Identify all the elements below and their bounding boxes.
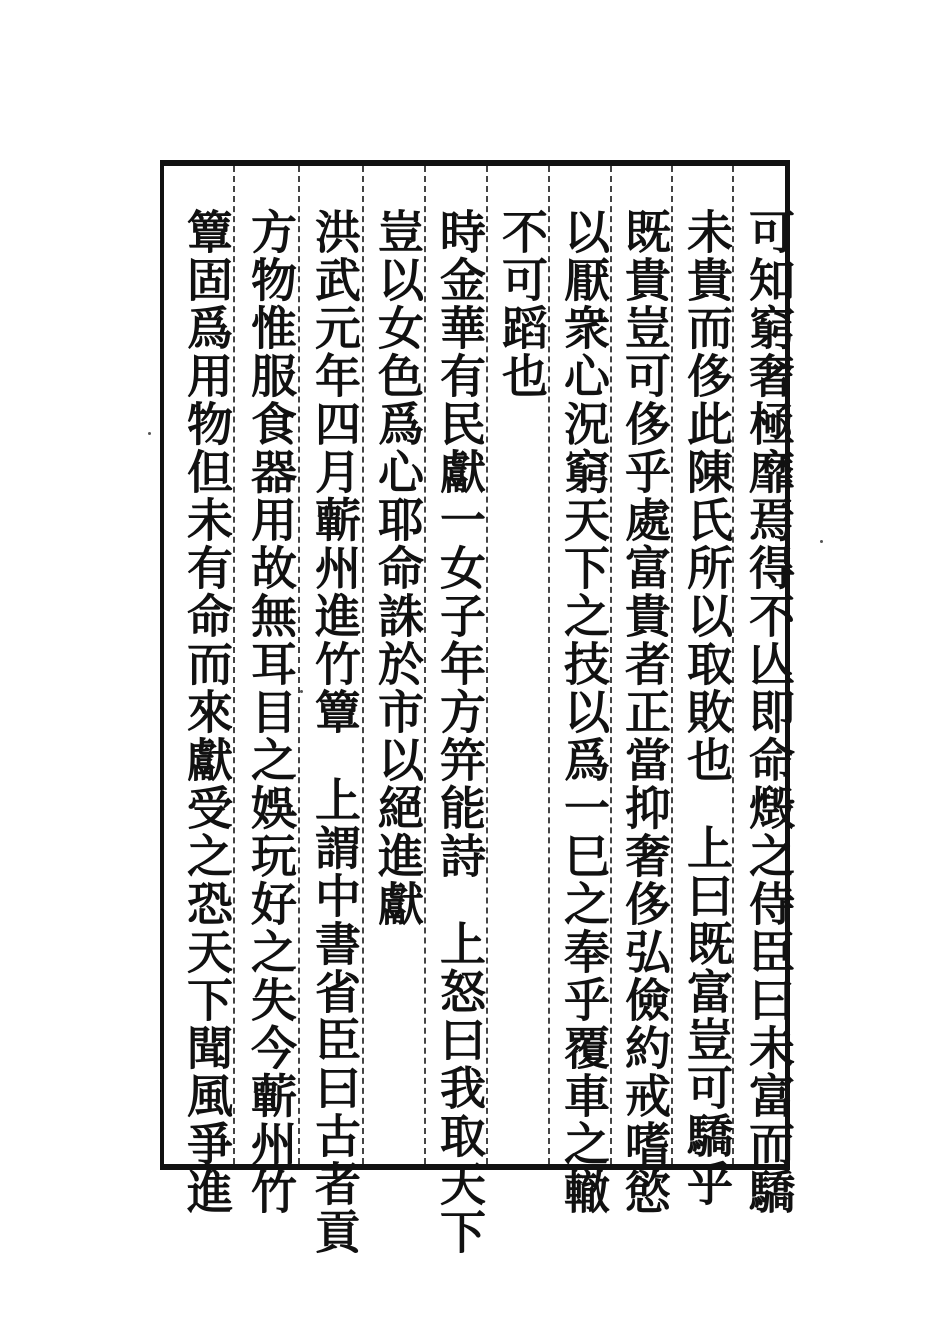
text-column: [491, 208, 553, 400]
column-text: 簟固爲用物但未有命而來獻受之恐天下聞風爭進: [180, 208, 234, 1216]
column-text: 既貴豈可侈乎處富貴者正當抑奢侈弘儉約戒嗜慾: [618, 208, 672, 1216]
text-column: [304, 208, 366, 1256]
text-column: [738, 208, 800, 1216]
text-column: [240, 208, 302, 1216]
text-column: [553, 208, 615, 1216]
text-column: [429, 208, 491, 1256]
print-speck: [148, 432, 151, 435]
column-text: 上謂中書省臣曰古者貢: [308, 776, 362, 1256]
column-text: 豈以女色爲心耶命誅於市以絕進獻: [371, 208, 425, 928]
print-speck: [300, 690, 303, 693]
column-text: 不可蹈也: [495, 208, 549, 400]
column-text: 未貴而侈此陳氏所以取敗也: [680, 208, 734, 784]
text-column: [676, 208, 738, 1208]
text-column: [367, 208, 429, 928]
column-text: 上曰既富豈可驕乎: [680, 824, 734, 1208]
text-column: [614, 208, 676, 1216]
column-text: 可知窮奢極靡焉得不亾即命燬之侍臣曰未富而驕: [742, 208, 796, 1216]
column-text: 以厭衆心況窮天下之技以爲一巳之奉乎覆車之轍: [557, 208, 611, 1216]
print-speck: [820, 540, 823, 543]
column-text: 上怒曰我取天下: [433, 920, 487, 1256]
text-column: [176, 208, 238, 1216]
column-text: 方物惟服食器用故無耳目之娛玩好之失今蘄州竹: [244, 208, 298, 1216]
column-text: 時金華有民獻一女子年方笄能詩: [433, 208, 487, 880]
column-text: 洪武元年四月蘄州進竹簟: [308, 208, 362, 736]
